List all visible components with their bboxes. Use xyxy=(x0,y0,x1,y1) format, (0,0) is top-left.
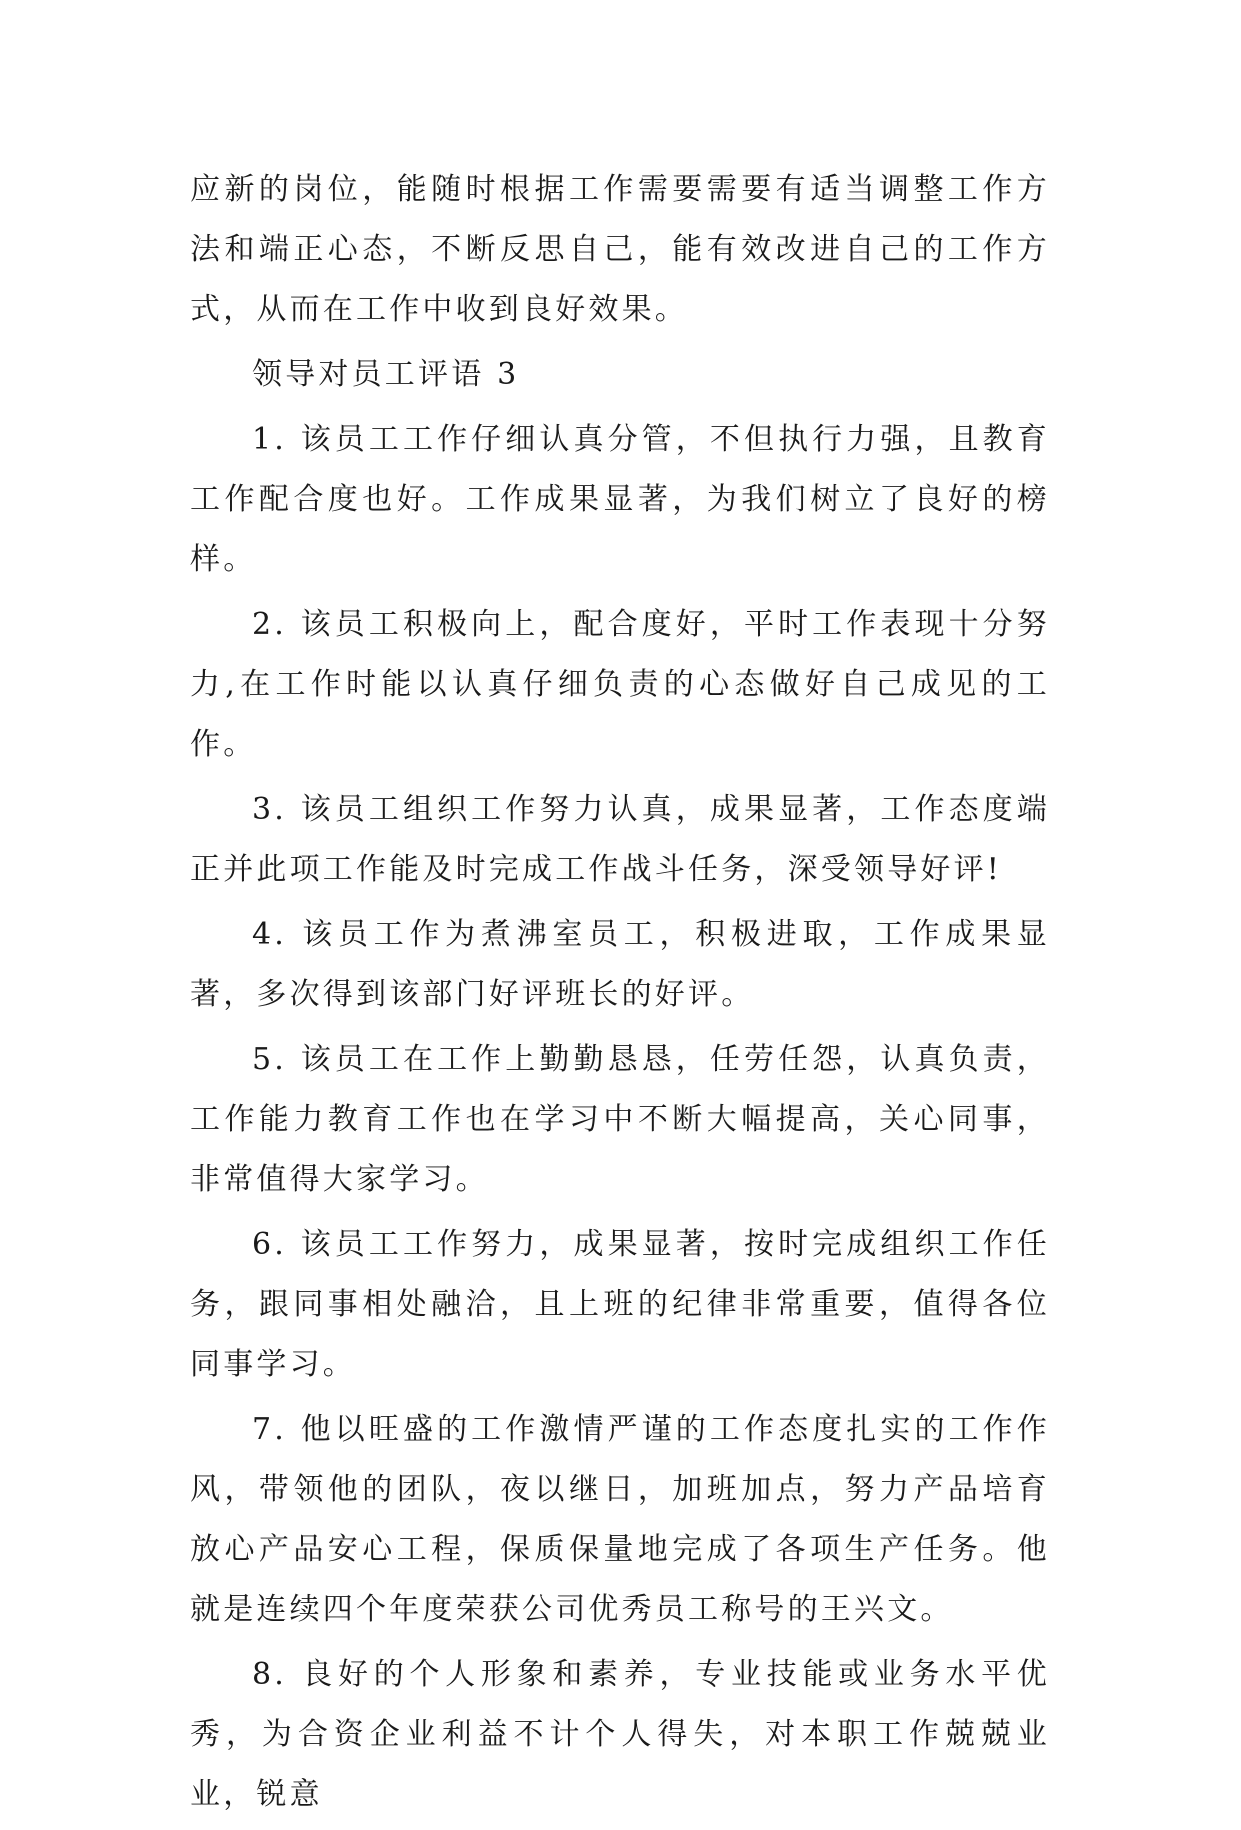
document-page xyxy=(190,160,1050,1830)
list-item-5: 5. 该员工在工作上勤勤恳恳，任劳任怨，认真负责，工作能力教育工作也在学习中不断大幅提高，关心同事，非常值得大家学习。 xyxy=(190,1042,1050,1197)
list-item-4: 4. 该员工作为煮沸室员工，积极进取，工作成果显著，多次得到该部门好评班长的好评。 xyxy=(190,917,1050,1012)
list-item-1: 1. 该员工工作仔细认真分管，不但执行力强，且教育工作配合度也好。工作成果显著，为我们树立了良好的榜样。 xyxy=(190,422,1050,577)
list-item-7: 7. 他以旺盛的工作激情严谨的工作态度扎实的工作作风，带领他的团队，夜以继日，加班加点，努力产品培育放心产品安心工程，保质保量地完成了各项生产任务。他就是连续四个年度荣获公司优秀员工称号的王兴文。 xyxy=(190,1412,1050,1627)
list-item-6: 6. 该员工工作努力，成果显著，按时完成组织工作任务，跟同事相处融洽，且上班的纪律非常重要，值得各位同事学习。 xyxy=(190,1227,1050,1382)
list-item-8: 8. 良好的个人形象和素养，专业技能或业务水平优秀，为合资企业利益不计个人得失，对本职工作兢兢业业，锐意 xyxy=(190,1657,1050,1812)
list-item-3: 3. 该员工组织工作努力认真，成果显著，工作态度端正并此项工作能及时完成工作战斗任务，深受领导好评! xyxy=(190,792,1050,887)
list-item-2: 2. 该员工积极向上，配合度好，平时工作表现十分努力,在工作时能以认真仔细负责的心态做好自己成见的工作。 xyxy=(190,607,1050,762)
section-heading: 领导对员工评语 3 xyxy=(252,357,520,392)
paragraph-continuation: 应新的岗位，能随时根据工作需要需要有适当调整工作方法和端正心态，不断反思自己，能有效改进自己的工作方式，从而在工作中收到良好效果。 xyxy=(190,172,1050,327)
